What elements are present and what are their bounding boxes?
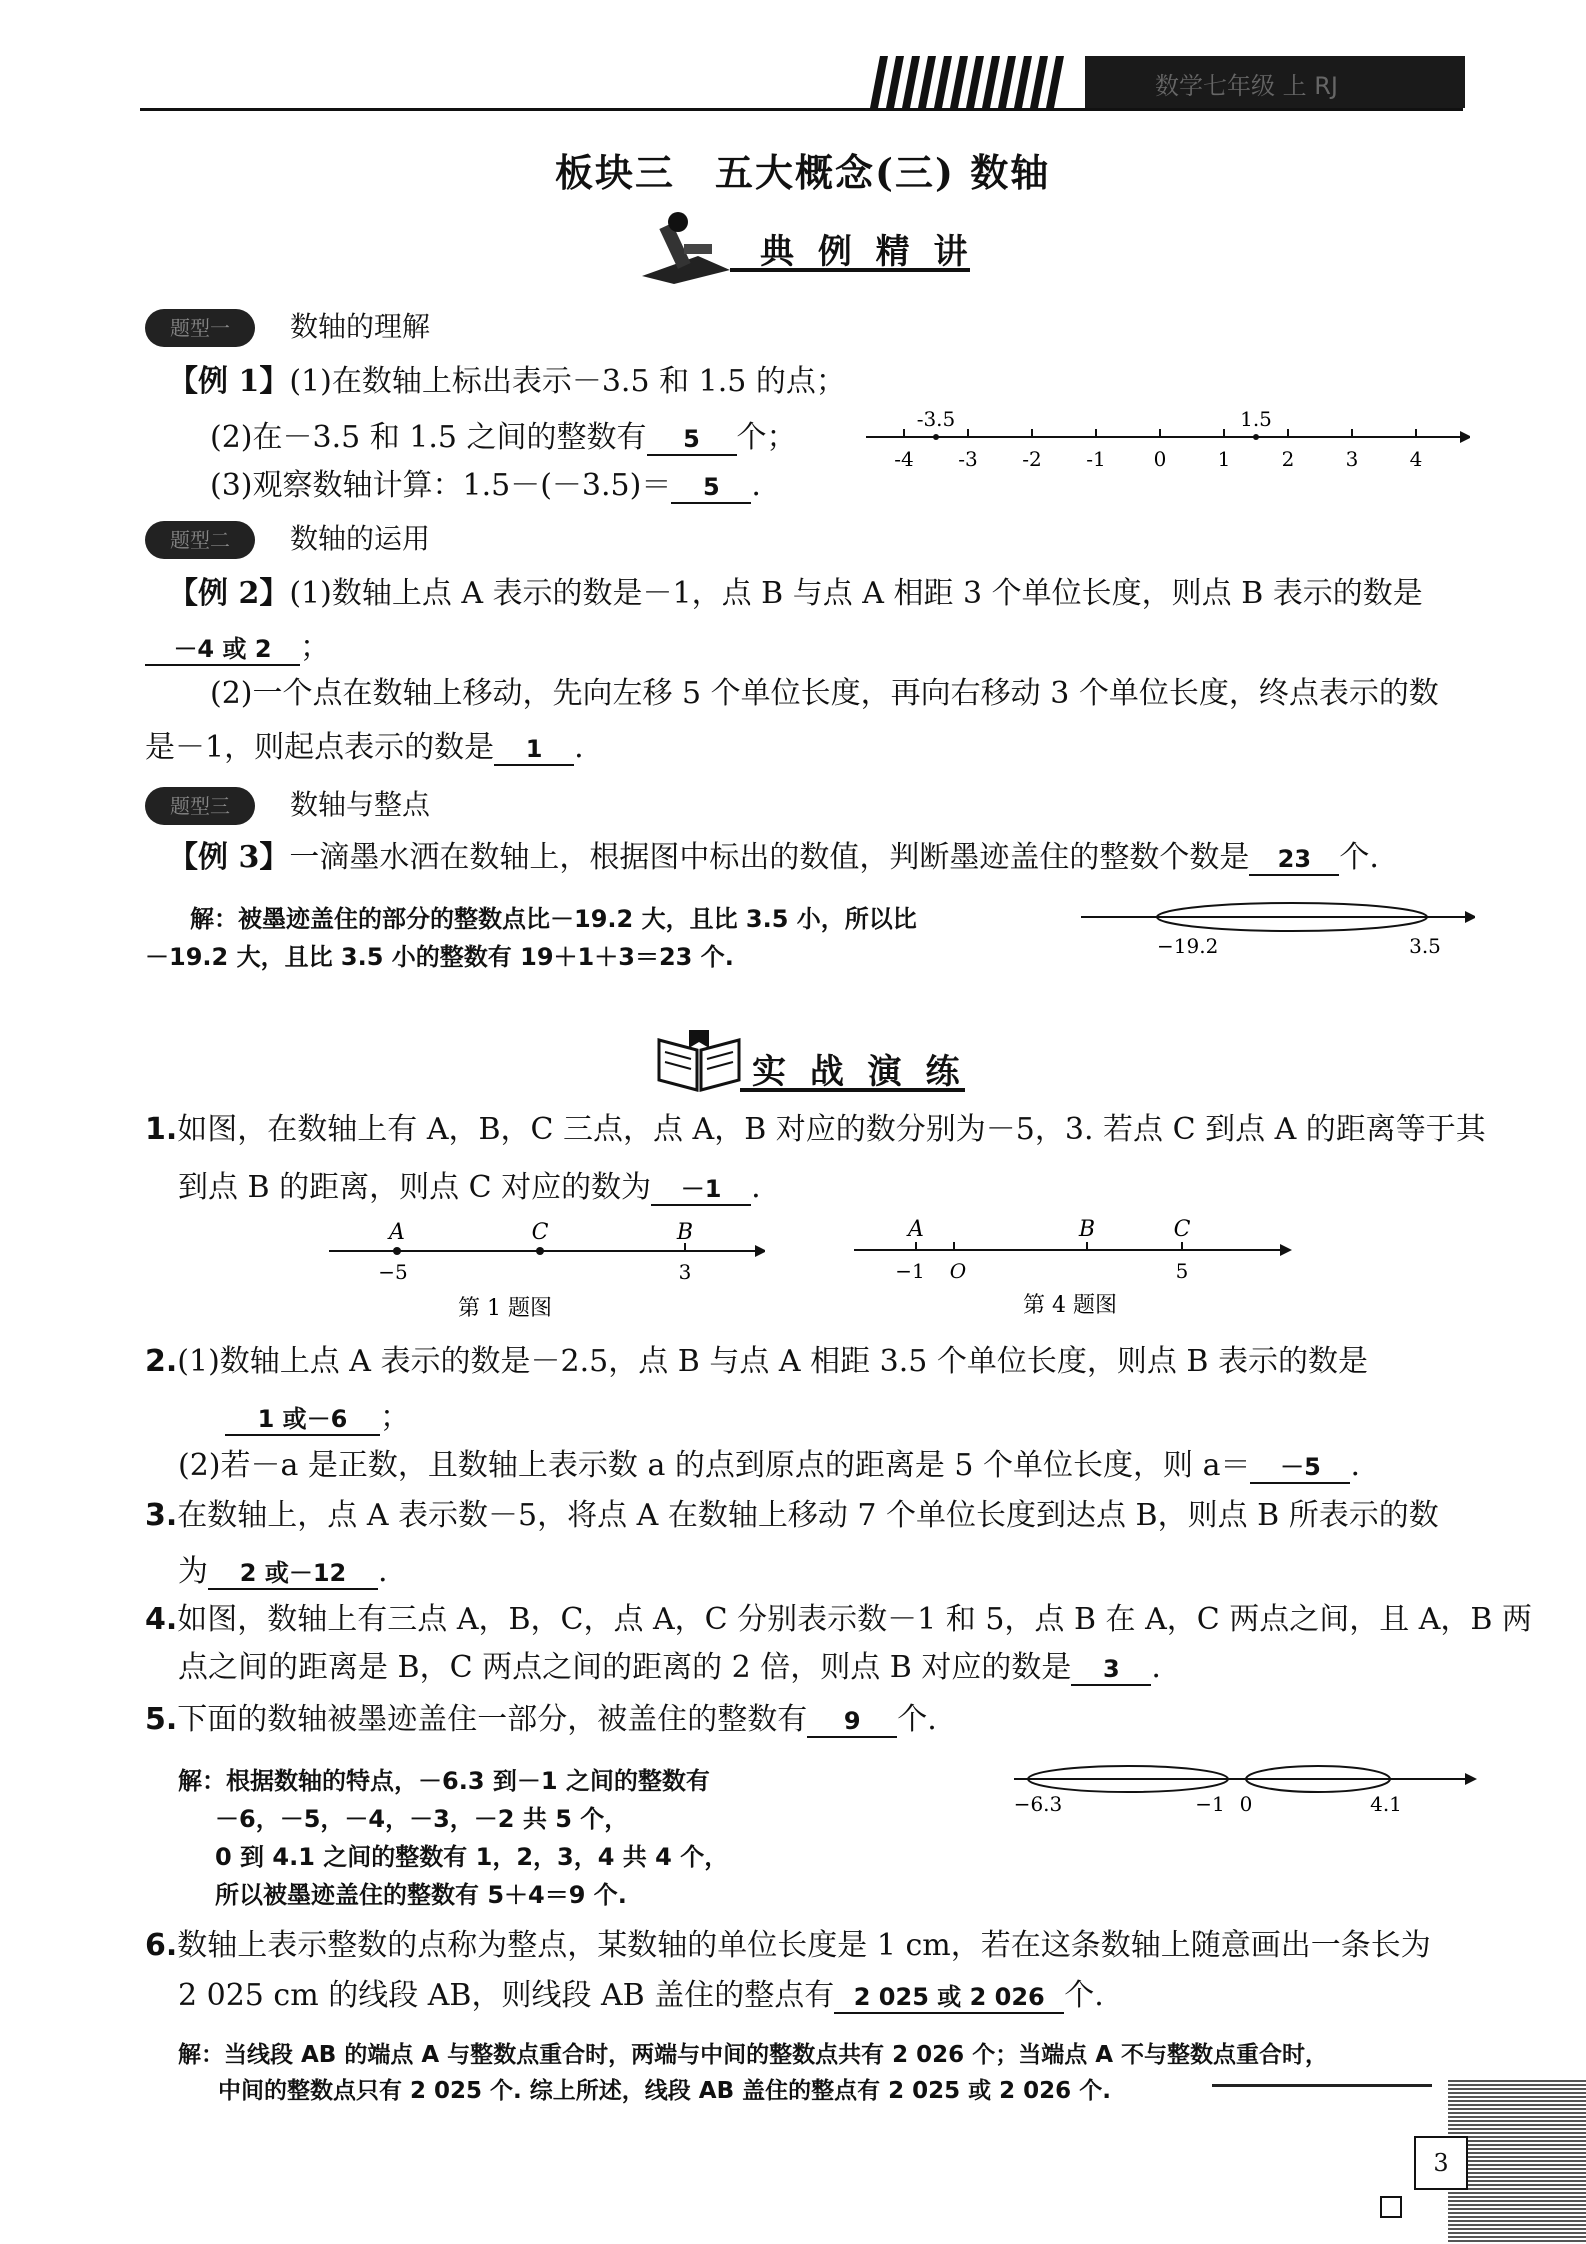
q6-line2: 2 025 cm 的线段 AB，则线段 AB 盖住的整点有 2 025 或 2 026 个. (178, 1978, 1104, 2013)
ex3-line1: 【例 3】一滴墨水洒在数轴上，根据图中标出的数值，判断墨迹盖住的整数个数是 23 个. (168, 840, 1379, 875)
ink-left-label: −19.2 (1157, 934, 1219, 958)
q1-value-a: −5 (378, 1260, 408, 1284)
q1-line1: 1.如图，在数轴上有 A，B，C 三点，点 A，B 对应的数分别为－5，3. 若点 C 到点 A 的距离等于其 (145, 1112, 1486, 1147)
topic-pill-1: 题型一 (145, 309, 255, 347)
tick-label: 3 (1345, 447, 1359, 471)
section-banner-practice: 实 战 演 练 (752, 1052, 966, 1092)
q5-label-4: 4.1 (1370, 1792, 1402, 1816)
q4-value-a: −1 (895, 1259, 925, 1283)
ex2-answer-1: －4 或 2 (145, 634, 300, 666)
q4-point-b: B (1078, 1217, 1096, 1242)
q5-solution-4: 所以被墨迹盖住的整数有 5＋4＝9 个. (215, 1881, 627, 1909)
q5-line1: 5.下面的数轴被墨迹盖住一部分，被盖住的整数有 9 个. (145, 1702, 937, 1737)
section-banner-examples: 典 例 精 讲 (760, 232, 974, 272)
q4-origin: O (949, 1259, 967, 1283)
topic-title-1: 数轴的理解 (290, 310, 431, 343)
q1-point-a: A (389, 1220, 405, 1245)
ex3-ink-number-line (1075, 895, 1475, 965)
q4-point-a: A (908, 1217, 924, 1242)
ex1-number-line (860, 405, 1470, 475)
q2-line1: 2.(1)数轴上点 A 表示的数是－2.5，点 B 与点 A 相距 3.5 个单位长度，则点 B 表示的数是 (145, 1344, 1368, 1379)
book-icon (655, 1030, 743, 1092)
ex2-line1: 【例 2】(1)数轴上点 A 表示的数是－1，点 B 与点 A 相距 3 个单位长度，则点 B 表示的数是 (168, 576, 1423, 611)
page-number: 3 (1433, 2149, 1449, 2177)
tick-label: 4 (1409, 447, 1423, 471)
tick-label: 2 (1281, 447, 1295, 471)
ex1-line1: 【例 1】(1)在数轴上标出表示－3.5 和 1.5 的点； (168, 364, 846, 399)
ex2-answer-2: 1 (494, 734, 574, 766)
header-stripes (860, 56, 1085, 108)
ex1-answer-2: 5 (647, 424, 737, 456)
q3-answer: 2 或－12 (208, 1558, 378, 1590)
q3-line2: 为 2 或－12 . (178, 1554, 388, 1589)
q4-point-c: C (1173, 1217, 1191, 1242)
q4-caption: 第 4 题图 (1023, 1293, 1117, 1318)
ex1-answer-3: 5 (671, 472, 751, 504)
footer-stripes (1448, 2080, 1586, 2244)
q2-answer-2: －5 (1250, 1452, 1350, 1484)
q4-value-c: 5 (1175, 1259, 1189, 1283)
footer-rule (1212, 2084, 1432, 2087)
ex2-line3: 是－1，则起点表示的数是 1 . (145, 730, 584, 765)
running-title: 数学七年级 上 RJ (1155, 72, 1339, 100)
q4-line2: 点之间的距离是 B，C 两点之间的距离的 2 倍，则点 B 对应的数是 3 . (178, 1650, 1161, 1685)
q1-point-c: C (531, 1220, 549, 1245)
page-number-box (1414, 2136, 1468, 2190)
topic-title-2: 数轴的运用 (290, 522, 431, 555)
label-neg-3-5: -3.5 (916, 407, 956, 431)
q2-line2: (2)若－a 是正数，且数轴上表示数 a 的点到原点的距离是 5 个单位长度，则 a＝ －5 . (178, 1448, 1361, 1483)
topic-pill-2: 题型二 (145, 521, 255, 559)
tick-label: -3 (958, 447, 978, 471)
q1-answer: －1 (651, 1174, 751, 1206)
q2-line1b: 1 或－6 ； (225, 1398, 410, 1438)
q6-answer: 2 025 或 2 026 (834, 1982, 1064, 2014)
q4-answer: 3 (1071, 1654, 1151, 1686)
q5-solution-1: 解：根据数轴的特点，－6.3 到－1 之间的整数有 (178, 1767, 710, 1795)
q5-label-1: −6.3 (1013, 1792, 1063, 1816)
label-1-5: 1.5 (1240, 407, 1272, 431)
q1-value-b: 3 (678, 1260, 692, 1284)
q3-line1: 3.在数轴上，点 A 表示数－5，将点 A 在数轴上移动 7 个单位长度到达点 B，则点 B 所表示的数 (145, 1498, 1439, 1533)
ex2-line2: (2)一个点在数轴上移动，先向左移 5 个单位长度，再向右移动 3 个单位长度，终点表示的数 (210, 676, 1439, 711)
q1-line2: 到点 B 的距离，则点 C 对应的数为 －1 . (178, 1170, 761, 1205)
topic-pill-3: 题型三 (145, 787, 255, 825)
ex1-line3: (3)观察数轴计算：1.5－(－3.5)＝ 5 . (210, 468, 761, 503)
header-block (1085, 56, 1465, 108)
q4-number-line (850, 1212, 1300, 1324)
ex3-answer: 23 (1249, 844, 1339, 876)
ex2-line1b: －4 或 2 ； (145, 628, 330, 668)
point-neg-3-5 (933, 434, 939, 440)
ex1-line2: (2)在－3.5 和 1.5 之间的整数有 5 个； (210, 420, 797, 455)
q1-number-line (325, 1215, 765, 1325)
tick-label: -4 (894, 447, 914, 471)
q5-label-3: 0 (1239, 1792, 1253, 1816)
topic-title-3: 数轴与整点 (290, 788, 431, 821)
q1-caption: 第 1 题图 (458, 1296, 552, 1321)
ink-right-label: 3.5 (1409, 934, 1441, 958)
q5-ink-number-line (1010, 1755, 1480, 1825)
ex3-solution-1: 解：被墨迹盖住的部分的整数点比－19.2 大，且比 3.5 小，所以比 (190, 905, 917, 933)
q4-line1: 4.如图，数轴上有三点 A，B，C，点 A，C 分别表示数－1 和 5，点 B 在 A，C 两点之间，且 A，B 两 (145, 1602, 1533, 1637)
q6-solution-1: 解：当线段 AB 的端点 A 与整数点重合时，两端与中间的整数点共有 2 026 个；当端点 A 不与整数点重合时， (178, 2042, 1329, 2068)
ex3-solution-2: －19.2 大，且比 3.5 小的整数有 19＋1＋3＝23 个. (145, 943, 734, 971)
q1-point-b: B (676, 1220, 694, 1245)
tick-label: 1 (1217, 447, 1231, 471)
q2-answer-1: 1 或－6 (225, 1404, 380, 1436)
microscope-icon (638, 204, 734, 284)
q6-line1: 6.数轴上表示整数的点称为整点，某数轴的单位长度是 1 cm，若在这条数轴上随意画出一条长为 (145, 1928, 1431, 1963)
tick-label: -2 (1022, 447, 1042, 471)
q5-label-2: −1 (1195, 1792, 1225, 1816)
q5-solution-3: 0 到 4.1 之间的整数有 1，2，3，4 共 4 个， (215, 1843, 729, 1871)
page-title: 板块三 五大概念(三) 数轴 (555, 150, 1051, 195)
tick-label: 0 (1153, 447, 1167, 471)
q5-answer: 9 (807, 1706, 897, 1738)
q6-solution-2: 中间的整数点只有 2 025 个. 综上所述，线段 AB 盖住的整点有 2 025 或 2 026 个. (218, 2078, 1111, 2104)
tick-label: -1 (1086, 447, 1106, 471)
point-1-5 (1253, 434, 1259, 440)
header-bar (140, 108, 1463, 111)
footer-box (1380, 2196, 1402, 2218)
q5-solution-2: －6，－5，－4，－3，－2 共 5 个， (215, 1805, 629, 1833)
